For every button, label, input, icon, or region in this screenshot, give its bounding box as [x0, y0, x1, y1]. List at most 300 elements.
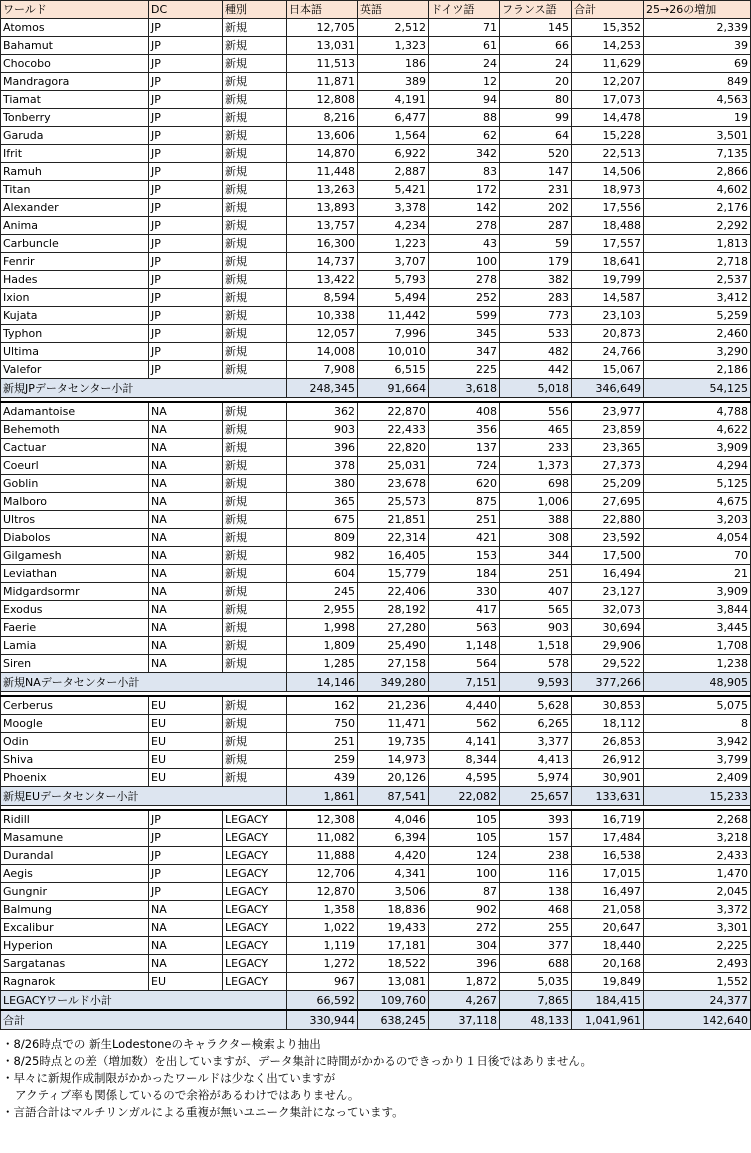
table-cell: 6,515 [358, 361, 429, 379]
subtotal-cell: 48,905 [644, 673, 751, 692]
table-cell: 87 [429, 883, 500, 901]
table-cell: 11,629 [572, 55, 644, 73]
table-cell: 12 [429, 73, 500, 91]
table-cell: 259 [287, 751, 358, 769]
table-cell: JP [149, 73, 223, 91]
table-cell: 287 [500, 217, 572, 235]
table-cell: 186 [358, 55, 429, 73]
subtotal-cell: 5,018 [500, 379, 572, 398]
table-cell: LEGACY [223, 829, 287, 847]
table-cell: 482 [500, 343, 572, 361]
table-row [1, 475, 751, 493]
table-cell: 2,433 [644, 847, 751, 865]
table-cell: 105 [429, 810, 500, 829]
table-row [1, 343, 751, 361]
table-cell: 新規 [223, 91, 287, 109]
table-cell: 1,022 [287, 919, 358, 937]
table-cell: JP [149, 361, 223, 379]
world-name-cell: Gilgamesh [1, 547, 149, 565]
world-name-cell: Ragnarok [1, 973, 149, 991]
table-cell: 1,552 [644, 973, 751, 991]
table-cell: 4,788 [644, 402, 751, 421]
table-cell: 新規 [223, 529, 287, 547]
table-cell: 4,440 [429, 696, 500, 715]
table-cell: LEGACY [223, 973, 287, 991]
table-cell: 18,641 [572, 253, 644, 271]
table-cell: JP [149, 145, 223, 163]
table-cell: 124 [429, 847, 500, 865]
table-cell: 新規 [223, 325, 287, 343]
table-cell: 344 [500, 547, 572, 565]
table-cell: EU [149, 715, 223, 733]
table-cell: 378 [287, 457, 358, 475]
table-cell: 3,372 [644, 901, 751, 919]
table-cell: 408 [429, 402, 500, 421]
table-cell: 22,433 [358, 421, 429, 439]
subtotal-row [1, 991, 751, 1011]
grand-total-cell: 1,041,961 [572, 1010, 644, 1030]
table-cell: 2,186 [644, 361, 751, 379]
table-cell: 17,557 [572, 235, 644, 253]
table-cell: 2,460 [644, 325, 751, 343]
world-name-cell: Tonberry [1, 109, 149, 127]
table-row [1, 73, 751, 91]
table-cell: 7,908 [287, 361, 358, 379]
table-row [1, 565, 751, 583]
table-cell: 3,412 [644, 289, 751, 307]
table-cell: 27,280 [358, 619, 429, 637]
table-cell: 22,513 [572, 145, 644, 163]
table-cell: 新規 [223, 235, 287, 253]
table-cell: 750 [287, 715, 358, 733]
table-row [1, 583, 751, 601]
column-header: DC [149, 1, 223, 19]
table-cell: 967 [287, 973, 358, 991]
table-cell: 23,859 [572, 421, 644, 439]
table-cell: 3,909 [644, 439, 751, 457]
table-cell: 5,628 [500, 696, 572, 715]
table-cell: 421 [429, 529, 500, 547]
table-cell: 4,341 [358, 865, 429, 883]
table-row [1, 199, 751, 217]
table-cell: 新規 [223, 439, 287, 457]
table-cell: 6,922 [358, 145, 429, 163]
subtotal-cell: 346,649 [572, 379, 644, 398]
table-cell: 556 [500, 402, 572, 421]
table-cell: 13,422 [287, 271, 358, 289]
table-row [1, 127, 751, 145]
table-cell: 16,719 [572, 810, 644, 829]
table-cell: 13,081 [358, 973, 429, 991]
table-cell: 4,563 [644, 91, 751, 109]
table-cell: 620 [429, 475, 500, 493]
table-cell: NA [149, 439, 223, 457]
table-cell: 24 [429, 55, 500, 73]
table-cell: 27,373 [572, 457, 644, 475]
table-cell: 675 [287, 511, 358, 529]
table-cell: 6,265 [500, 715, 572, 733]
table-cell: 13,031 [287, 37, 358, 55]
table-row [1, 547, 751, 565]
table-row [1, 883, 751, 901]
table-row [1, 865, 751, 883]
table-cell: 59 [500, 235, 572, 253]
table-cell: 5,035 [500, 973, 572, 991]
table-cell: 16,494 [572, 565, 644, 583]
table-cell: 251 [429, 511, 500, 529]
table-cell: 64 [500, 127, 572, 145]
table-cell: 342 [429, 145, 500, 163]
table-cell: 1,518 [500, 637, 572, 655]
table-cell: 新規 [223, 402, 287, 421]
table-cell: JP [149, 883, 223, 901]
world-name-cell: Ultima [1, 343, 149, 361]
table-cell: 172 [429, 181, 500, 199]
table-cell: 2,512 [358, 19, 429, 37]
table-cell: 11,448 [287, 163, 358, 181]
table-cell: 新規 [223, 619, 287, 637]
table-cell: NA [149, 511, 223, 529]
world-name-cell: Atomos [1, 19, 149, 37]
column-header: ワールド [1, 1, 149, 19]
subtotal-cell: 377,266 [572, 673, 644, 692]
table-cell: 1,148 [429, 637, 500, 655]
table-cell: 142 [429, 199, 500, 217]
subtotal-cell: 248,345 [287, 379, 358, 398]
table-cell: 15,352 [572, 19, 644, 37]
table-cell: 393 [500, 810, 572, 829]
table-cell: 12,808 [287, 91, 358, 109]
table-cell: 新規 [223, 307, 287, 325]
table-cell: 新規 [223, 601, 287, 619]
table-cell: 11,888 [287, 847, 358, 865]
world-name-cell: Siren [1, 655, 149, 673]
world-name-cell: Balmung [1, 901, 149, 919]
table-cell: 5,974 [500, 769, 572, 787]
table-cell: 2,537 [644, 271, 751, 289]
table-row [1, 361, 751, 379]
table-cell: 137 [429, 439, 500, 457]
world-name-cell: Midgardsormr [1, 583, 149, 601]
table-cell: NA [149, 919, 223, 937]
table-cell: 380 [287, 475, 358, 493]
world-name-cell: Bahamut [1, 37, 149, 55]
table-cell: NA [149, 583, 223, 601]
table-cell: 新規 [223, 163, 287, 181]
column-header: 日本語 [287, 1, 358, 19]
table-cell: 4,622 [644, 421, 751, 439]
subtotal-cell: 66,592 [287, 991, 358, 1011]
table-cell: EU [149, 769, 223, 787]
table-cell: 465 [500, 421, 572, 439]
table-cell: 新規 [223, 637, 287, 655]
table-cell: 新規 [223, 511, 287, 529]
table-cell: JP [149, 127, 223, 145]
table-cell: EU [149, 751, 223, 769]
table-cell: 179 [500, 253, 572, 271]
table-cell: 1,998 [287, 619, 358, 637]
world-name-cell: Ramuh [1, 163, 149, 181]
table-cell: 19,433 [358, 919, 429, 937]
table-row [1, 696, 751, 715]
table-cell: 1,006 [500, 493, 572, 511]
table-cell: 162 [287, 696, 358, 715]
table-cell: 15,779 [358, 565, 429, 583]
table-cell: 3,301 [644, 919, 751, 937]
subtotal-label: 新規JPデータセンター小計 [1, 379, 287, 398]
subtotal-row [1, 673, 751, 692]
table-cell: 26,912 [572, 751, 644, 769]
table-cell: 272 [429, 919, 500, 937]
world-name-cell: Tiamat [1, 91, 149, 109]
grand-total-cell: 48,133 [500, 1010, 572, 1030]
table-cell: 902 [429, 901, 500, 919]
table-cell: LEGACY [223, 919, 287, 937]
table-cell: 365 [287, 493, 358, 511]
table-cell: 26,853 [572, 733, 644, 751]
table-cell: 278 [429, 271, 500, 289]
table-cell: NA [149, 901, 223, 919]
table-cell: 新規 [223, 55, 287, 73]
table-cell: 11,513 [287, 55, 358, 73]
table-cell: 3,506 [358, 883, 429, 901]
table-cell: JP [149, 307, 223, 325]
table-cell: JP [149, 343, 223, 361]
column-header: 種別 [223, 1, 287, 19]
table-cell: 25,573 [358, 493, 429, 511]
subtotal-cell: 91,664 [358, 379, 429, 398]
table-cell: 2,866 [644, 163, 751, 181]
table-cell: 14,253 [572, 37, 644, 55]
world-name-cell: Durandal [1, 847, 149, 865]
table-row [1, 19, 751, 37]
table-cell: 773 [500, 307, 572, 325]
table-row [1, 421, 751, 439]
table-row [1, 163, 751, 181]
table-cell: 19,849 [572, 973, 644, 991]
table-cell: 新規 [223, 217, 287, 235]
table-cell: 新規 [223, 733, 287, 751]
table-cell: 251 [287, 733, 358, 751]
world-name-cell: Moogle [1, 715, 149, 733]
table-cell: JP [149, 810, 223, 829]
table-cell: NA [149, 937, 223, 955]
table-cell: 6,477 [358, 109, 429, 127]
world-name-cell: Fenrir [1, 253, 149, 271]
table-cell: 4,234 [358, 217, 429, 235]
table-row [1, 637, 751, 655]
table-cell: NA [149, 493, 223, 511]
table-row [1, 829, 751, 847]
table-cell: EU [149, 696, 223, 715]
table-cell: 23,365 [572, 439, 644, 457]
table-cell: 39 [644, 37, 751, 55]
table-cell: 4,675 [644, 493, 751, 511]
subtotal-cell: 9,593 [500, 673, 572, 692]
table-cell: 304 [429, 937, 500, 955]
table-cell: 2,268 [644, 810, 751, 829]
world-name-cell: Kujata [1, 307, 149, 325]
table-cell: 13,893 [287, 199, 358, 217]
table-cell: 新規 [223, 655, 287, 673]
table-cell: 23,103 [572, 307, 644, 325]
table-cell: 8,344 [429, 751, 500, 769]
table-cell: 8,216 [287, 109, 358, 127]
table-cell: 809 [287, 529, 358, 547]
table-cell: 1,285 [287, 655, 358, 673]
world-name-cell: Exodus [1, 601, 149, 619]
table-cell: NA [149, 457, 223, 475]
table-cell: LEGACY [223, 883, 287, 901]
world-name-cell: Adamantoise [1, 402, 149, 421]
table-cell: 3,707 [358, 253, 429, 271]
table-cell: 13,606 [287, 127, 358, 145]
world-name-cell: Masamune [1, 829, 149, 847]
table-cell: 330 [429, 583, 500, 601]
grand-total-cell: 638,245 [358, 1010, 429, 1030]
table-cell: 202 [500, 199, 572, 217]
table-cell: 17,484 [572, 829, 644, 847]
table-cell: 20 [500, 73, 572, 91]
table-cell: 231 [500, 181, 572, 199]
world-name-cell: Ridill [1, 810, 149, 829]
table-cell: JP [149, 847, 223, 865]
table-cell: 12,057 [287, 325, 358, 343]
table-cell: 新規 [223, 475, 287, 493]
subtotal-cell: 24,377 [644, 991, 751, 1011]
table-cell: 11,871 [287, 73, 358, 91]
table-cell: JP [149, 289, 223, 307]
table-cell: 新規 [223, 696, 287, 715]
table-cell: 308 [500, 529, 572, 547]
table-cell: 4,191 [358, 91, 429, 109]
world-name-cell: Faerie [1, 619, 149, 637]
table-cell: 12,705 [287, 19, 358, 37]
table-cell: 21 [644, 565, 751, 583]
table-cell: 17,015 [572, 865, 644, 883]
table-cell: 24 [500, 55, 572, 73]
table-cell: 新規 [223, 109, 287, 127]
table-cell: 新規 [223, 565, 287, 583]
table-cell: 2,176 [644, 199, 751, 217]
table-row [1, 145, 751, 163]
table-cell: JP [149, 217, 223, 235]
table-cell: 396 [287, 439, 358, 457]
world-name-cell: Phoenix [1, 769, 149, 787]
table-cell: 2,409 [644, 769, 751, 787]
table-cell: 71 [429, 19, 500, 37]
table-cell: 新規 [223, 751, 287, 769]
table-cell: 3,203 [644, 511, 751, 529]
table-cell: 3,909 [644, 583, 751, 601]
table-cell: 24,766 [572, 343, 644, 361]
table-cell: 157 [500, 829, 572, 847]
table-cell: 688 [500, 955, 572, 973]
table-cell: 4,413 [500, 751, 572, 769]
subtotal-cell: 1,861 [287, 787, 358, 806]
table-cell: 382 [500, 271, 572, 289]
world-name-cell: Cactuar [1, 439, 149, 457]
table-cell: 875 [429, 493, 500, 511]
table-row [1, 655, 751, 673]
table-cell: 6,394 [358, 829, 429, 847]
table-cell: 15,228 [572, 127, 644, 145]
table-cell: LEGACY [223, 955, 287, 973]
table-row [1, 937, 751, 955]
table-row [1, 847, 751, 865]
table-row [1, 457, 751, 475]
table-cell: 新規 [223, 343, 287, 361]
table-cell: 新規 [223, 457, 287, 475]
table-cell: 62 [429, 127, 500, 145]
world-name-cell: Alexander [1, 199, 149, 217]
table-cell: 3,378 [358, 199, 429, 217]
table-cell: 362 [287, 402, 358, 421]
table-cell: 724 [429, 457, 500, 475]
table-cell: 1,809 [287, 637, 358, 655]
grand-total-label: 合計 [1, 1010, 287, 1030]
table-cell: 30,694 [572, 619, 644, 637]
header-row [1, 1, 751, 19]
table-cell: 17,500 [572, 547, 644, 565]
world-name-cell: Diabolos [1, 529, 149, 547]
table-row [1, 55, 751, 73]
table-cell: 1,119 [287, 937, 358, 955]
table-cell: 新規 [223, 289, 287, 307]
table-cell: 3,218 [644, 829, 751, 847]
subtotal-row [1, 379, 751, 398]
world-name-cell: Coeurl [1, 457, 149, 475]
table-cell: 283 [500, 289, 572, 307]
table-cell: 599 [429, 307, 500, 325]
table-cell: 13,263 [287, 181, 358, 199]
world-name-cell: Valefor [1, 361, 149, 379]
table-row [1, 919, 751, 937]
table-cell: 27,158 [358, 655, 429, 673]
table-row [1, 325, 751, 343]
note-unique: ・言語合計はマルチリンガルによる重複が無いユニーク集計になっています。 [2, 1105, 404, 1119]
table-cell: 28,192 [358, 601, 429, 619]
table-cell: 5,421 [358, 181, 429, 199]
table-cell: 245 [287, 583, 358, 601]
table-cell: 8,594 [287, 289, 358, 307]
table-cell: 5,125 [644, 475, 751, 493]
table-cell: 29,906 [572, 637, 644, 655]
table-cell: 22,820 [358, 439, 429, 457]
column-header: 25→26の増加 [644, 1, 751, 19]
table-cell: 新規 [223, 271, 287, 289]
world-name-cell: Gungnir [1, 883, 149, 901]
table-cell: 1,358 [287, 901, 358, 919]
table-cell: 4,141 [429, 733, 500, 751]
table-cell: 新規 [223, 361, 287, 379]
table-cell: 22,406 [358, 583, 429, 601]
table-cell: 4,595 [429, 769, 500, 787]
table-cell: 新規 [223, 715, 287, 733]
table-cell: NA [149, 421, 223, 439]
subtotal-cell: 184,415 [572, 991, 644, 1011]
table-cell: 10,338 [287, 307, 358, 325]
table-cell: 1,564 [358, 127, 429, 145]
table-cell: 70 [644, 547, 751, 565]
world-name-cell: Goblin [1, 475, 149, 493]
table-cell: 903 [500, 619, 572, 637]
table-row [1, 529, 751, 547]
table-cell: 520 [500, 145, 572, 163]
table-row [1, 402, 751, 421]
table-cell: 7,135 [644, 145, 751, 163]
table-cell: 16,405 [358, 547, 429, 565]
